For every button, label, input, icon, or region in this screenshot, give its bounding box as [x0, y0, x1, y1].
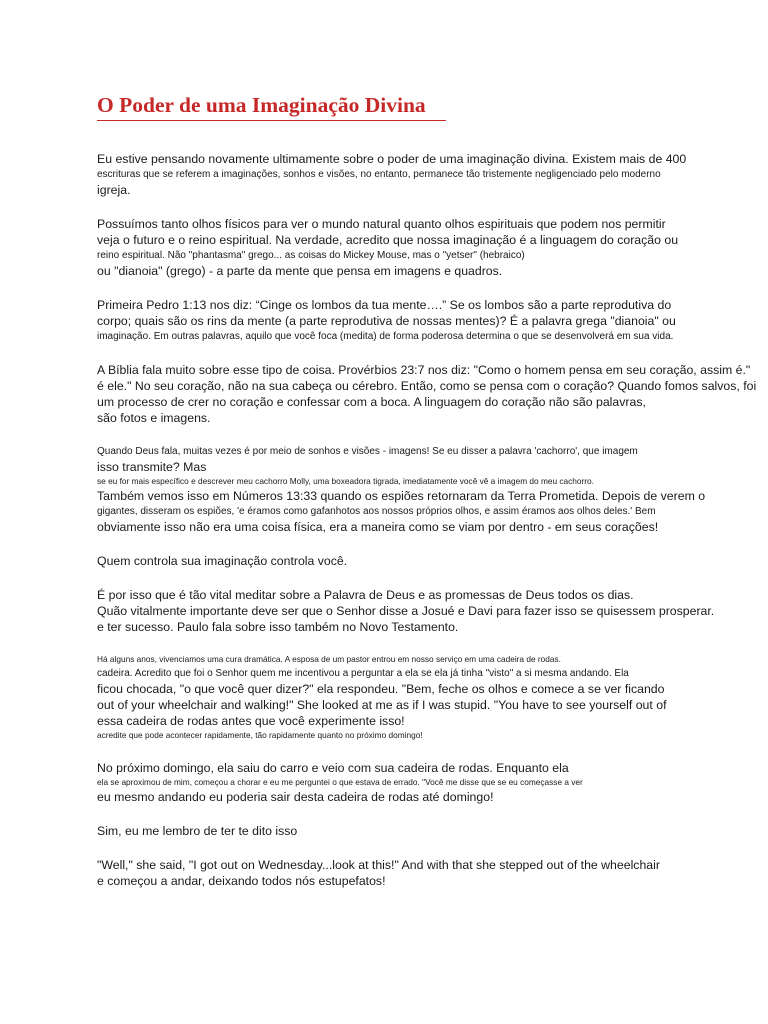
text-line: é ele." No seu coração, não na sua cabeça ou cérebro. Então, como se pensa com o coração? Quando fomos salvos, foi	[97, 378, 757, 393]
document-page	[97, 92, 757, 907]
text-line: ela se aproximou de mim, começou a chorar e eu me perguntei o que estava de errado. "Você me disse que se eu começasse a ver	[97, 776, 583, 787]
text-line: out of your wheelchair and walking!" She looked at me as if I was stupid. "You have to see yourself out of	[97, 697, 667, 712]
text-line: Primeira Pedro 1:13 nos diz: “Cinge os lombos da tua mente….” Se os lombos são a parte reprodutiva do	[97, 297, 672, 312]
text-line: Há alguns anos, vivenciamos uma cura dramática. A esposa de um pastor entrou em nosso serviço em uma cadeira de rodas.	[97, 653, 561, 664]
text-line: obviamente isso não era uma coisa física, era a maneira como se viam por dentro - em seus corações!	[97, 519, 659, 534]
text-line: essa cadeira de rodas antes que você experimente isso!	[97, 713, 405, 728]
text-line: reino espiritual. Não "phantasma" grego... as coisas do Mickey Mouse, mas o "yetser" (hebraico)	[97, 249, 525, 261]
text-line: Quem controla sua imaginação controla você.	[97, 553, 348, 568]
paragraph	[97, 216, 737, 279]
text-line: isso transmite? Mas	[97, 459, 207, 474]
text-line: Possuímos tanto olhos físicos para ver o mundo natural quanto olhos espirituais que podem nos permitir	[97, 216, 666, 231]
paragraph	[97, 857, 737, 889]
text-line: No próximo domingo, ela saiu do carro e veio com sua cadeira de rodas. Enquanto ela	[97, 760, 569, 775]
paragraph	[97, 362, 757, 426]
text-line: ou "dianoia" (grego) - a parte da mente que pensa em imagens e quadros.	[97, 263, 503, 278]
text-line: um processo de crer no coração e confessar com a boca. A linguagem do coração não são palavras,	[97, 394, 646, 409]
text-line: escrituras que se referem a imaginações, sonhos e visões, no entanto, permanece tão tristemente negligenciado pelo moderno	[97, 168, 661, 180]
document-title: O Poder de uma Imaginação Divina	[97, 92, 446, 121]
text-line: acredite que pode acontecer rapidamente, tão rapidamente quanto no próximo domingo!	[97, 729, 423, 740]
text-line: ficou chocada, "o que você quer dizer?" ela respondeu. "Bem, feche os olhos e comece a se ver ficando	[97, 681, 665, 696]
text-line: eu mesmo andando eu poderia sair desta cadeira de rodas até domingo!	[97, 789, 494, 804]
document-body	[97, 151, 757, 889]
paragraph	[97, 653, 737, 742]
text-line: e ter sucesso. Paulo fala sobre isso também no Novo Testamento.	[97, 619, 459, 634]
text-line: se eu for mais específico e descrever meu cachorro Molly, uma boxeadora tigrada, imediatamente você vê a imagem do meu cachorro.	[97, 475, 594, 486]
text-line: Quando Deus fala, muitas vezes é por meio de sonhos e visões - imagens! Se eu disser a palavra 'cachorro', que imagem	[97, 445, 638, 457]
text-line: Sim, eu me lembro de ter te dito isso	[97, 823, 298, 838]
paragraph	[97, 297, 737, 344]
paragraph	[97, 823, 737, 839]
text-line: Quão vitalmente importante deve ser que o Senhor disse a Josué e Davi para fazer isso se quisessem prosperar.	[97, 603, 715, 618]
text-line: veja o futuro e o reino espiritual. Na verdade, acredito que nossa imaginação é a linguagem do coração ou	[97, 232, 679, 247]
paragraph	[97, 553, 737, 569]
paragraph	[97, 587, 737, 635]
text-line: gigantes, disseram os espiões, 'e éramos como gafanhotos aos nossos próprios olhos, e assim éramos aos olhos deles.' Bem	[97, 505, 656, 517]
text-line: igreja.	[97, 182, 131, 197]
text-line: cadeira. Acredito que foi o Senhor quem me incentivou a perguntar a ela se ela já tinha "visto" a si mesma andando. Ela	[97, 667, 629, 679]
text-line: É por isso que é tão vital meditar sobre a Palavra de Deus e as promessas de Deus todos os dias.	[97, 587, 634, 602]
paragraph	[97, 151, 737, 198]
text-line: e começou a andar, deixando todos nós estupefatos!	[97, 873, 386, 888]
paragraph	[97, 760, 737, 805]
text-line: imaginação. Em outras palavras, aquilo que você foca (medita) de forma poderosa determina o que se desenvolverá em sua vida.	[97, 330, 674, 342]
text-line: são fotos e imagens.	[97, 410, 211, 425]
text-line: corpo; quais são os rins da mente (a parte reprodutiva de nossas mentes)? É a palavra grega "dianoia" ou	[97, 313, 676, 328]
paragraph	[97, 444, 737, 535]
text-line: Também vemos isso em Números 13:33 quando os espiões retornaram da Terra Prometida. Depois de verem o	[97, 488, 706, 503]
text-line: A Bíblia fala muito sobre esse tipo de coisa. Provérbios 23:7 nos diz: "Como o homem pensa em seu coração, assim é."	[97, 362, 751, 377]
text-line: "Well," she said, "I got out on Wednesday...look at this!" And with that she stepped out of the wheelchair	[97, 857, 660, 872]
text-line: Eu estive pensando novamente ultimamente sobre o poder de uma imaginação divina. Existem mais de 400	[97, 151, 687, 166]
